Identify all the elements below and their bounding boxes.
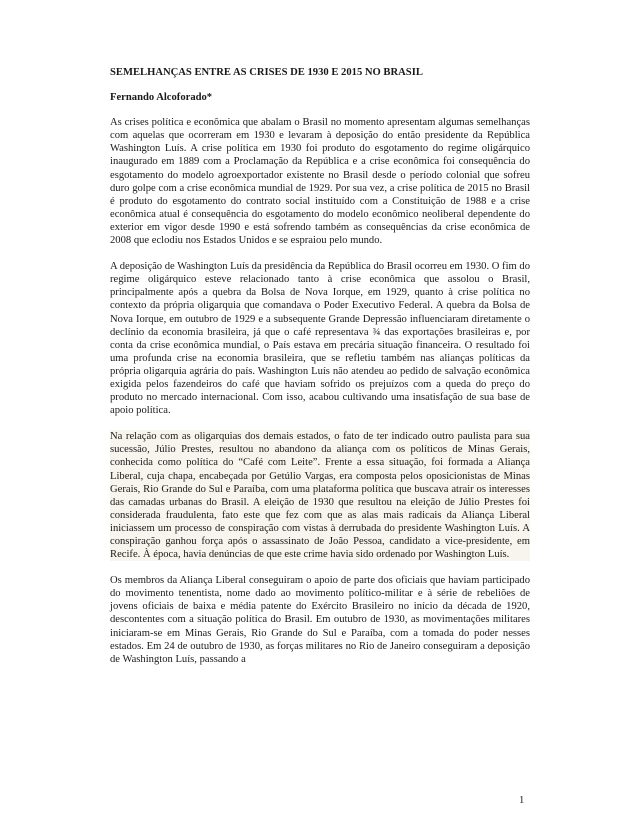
paragraph-3: Na relação com as oligarquias dos demais estados, o fato de ter indicado outro paulista para sua sucessão, Júlio Prestes, resultou no abandono da aliança com os políticos de Minas Gerais, conhecida como política do “Café com Leite”. Frente a essa situação, foi formada a Aliança Liberal, cuja chapa, encabeçada por Getúlio Vargas, era composta pelos oposicionistas de Minas Gerais, Rio Grande do Sul e Paraíba, com uma plataforma política que buscava atrair os interesses das camadas urbanas do Brasil. A eleição de 1930 que resultou na eleição de Júlio Prestes foi considerada fraudulenta, fato este que fez com que as alas mais radicais da Aliança Liberal iniciassem um processo de conspiração com vistas à derrubada do presidente Washington Luís. A conspiração ganhou força após o assassinato de João Pessoa, candidato a vice-presidente, em Recife. À época, havia denúncias de que este crime havia sido ordenado por Washington Luís. [110, 431, 530, 561]
paragraph-2: A deposição de Washington Luís da presidência da República do Brasil ocorreu em 1930. O fim do regime oligárquico esteve relacionado tanto à crise econômica que assolou o Brasil, principalmente após a quebra da Bolsa de Nova Iorque, em 1929, quanto à crise política no contexto da própria oligarquia que comandava o Poder Executivo Federal. A quebra da Bolsa de Nova Iorque, em outubro de 1929 e a subsequente Grande Depressão influenciaram diretamente o declínio da economia brasileira, já que o café representava ¾ das exportações brasileiras e, por conta da crise econômica mundial, o País estava em precária situação financeira. O resultado foi uma profunda crise na economia brasileira, que se refletiu também nas alianças políticas da própria oligarquia agrária do país. Washington Luís não atendeu ao pedido de salvação econômica exigida pelos fazendeiros do café que haviam sofrido os prejuízos com a queda do preço do produto no mercado internacional. Com isso, acabou cultivando uma insatisfação de sua base de apoio política. [110, 261, 530, 417]
document-title: SEMELHANÇAS ENTRE AS CRISES DE 1930 E 2015 NO BRASIL [110, 67, 423, 78]
author-name: Fernando Alcoforado* [110, 92, 213, 104]
paragraph-1: As crises política e econômica que abalam o Brasil no momento apresentam algumas semelhanças com aquelas que ocorreram em 1930 e levaram à deposição do então presidente da República Washington Luís. A crise política em 1930 foi produto do esgotamento do regime oligárquico inaugurado em 1889 com a Proclamação da República e a crise econômica foi consequência do esgotamento do modelo agroexportador existente no Brasil desde o período colonial que sofreu duro golpe com a crise econômica mundial de 1929. Por sua vez, a crise política de 2015 no Brasil é produto do esgotamento do contrato social instituído com a Constituição de 1988 e a crise econômica atual é consequência do esgotamento do modelo econômico neoliberal dependente do exterior em vigor desde 1990 e está sofrendo também as consequências da crise econômica de 2008 que eclodiu nos Estados Unidos e se espraiou pelo mundo. [110, 117, 530, 247]
page-number: 1 [519, 795, 525, 806]
document-body [110, 66, 530, 679]
paragraph-4: Os membros da Aliança Liberal conseguiram o apoio de parte dos oficiais que haviam participado do movimento tenentista, nome dado ao movimento político-militar e à série de rebeliões de jovens oficiais de baixa e média patente do Exército Brasileiro no início da década de 1920, descontentes com a situação política do Brasil. Em outubro de 1930, as movimentações militares iniciaram-se em Minas Gerais, Rio Grande do Sul e Paraíba, com a tomada do poder nesses estados. Em 24 de outubro de 1930, as forças militares no Rio de Janeiro conseguiram a deposição de Washington Luís, passando a [110, 575, 530, 665]
